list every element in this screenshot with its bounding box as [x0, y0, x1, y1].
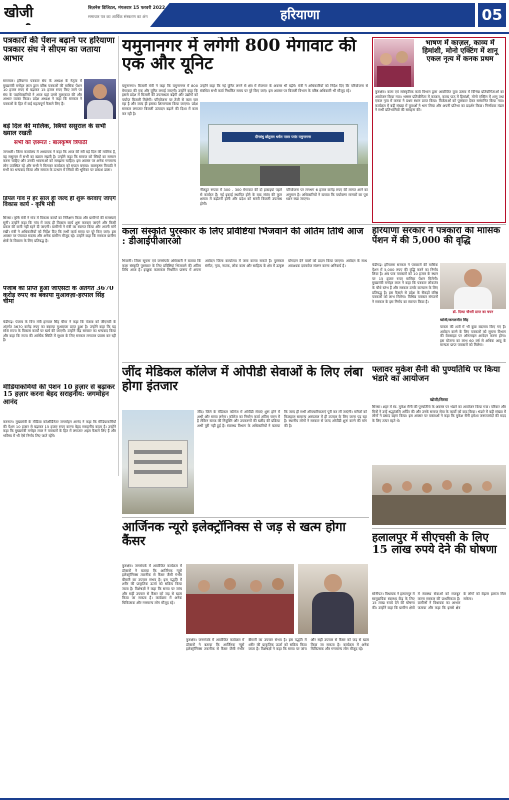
main-body-col2: उन्होंने कहा कि नई यूनिट लगने से क्षेत्र में रोजगार के अवसर भी बढ़ेंगे। मंत्री ने अधिकारियों को निर्देश दिए कि परियोजना से संबंधित सभी कार्य निर्धारित समय पर पूरे किए जाएं। इस अवसर पर बिजली विभाग के वरिष्ठ अधिकारी भी मौजूद रहे।	[200, 84, 368, 93]
power-plant-photo	[200, 102, 368, 186]
doctor-photo	[440, 263, 506, 309]
mid-body-pension: चंडीगढ़। हरियाणा सरकार ने पत्रकारों की मासिक पेंशन में 5,000 रुपए की वृद्धि करने का निर्णय लिया है। अब पात्र पत्रकारों को 10 हजार के स्थान पर 15 हजार रुपए मासिक पेंशन मिलेगी। मुख्यमंत्री मनोहर लाल ने कहा कि पत्रकार लोकतंत्र के चौथे स्तंभ हैं और सरकार उनके कल्याण के लिए प्रतिबद्ध है। इस फैसले से प्रदेश के सैकड़ों वरिष्ठ पत्रकारों को लाभ मिलेगा। विभिन्न पत्रकार संगठनों ने सरकार के इस निर्णय का स्वागत किया है।	[372, 263, 438, 304]
section-divider	[122, 362, 506, 363]
mid-headline-pension: हरियाणा सरकार ने पत्रकारों की मासिक पेंशन में की 5,000 की वृद्धि	[372, 227, 501, 246]
left-headline-punjab: पंजाब को प्राप्त हुआ जीएसटी के अंतर्गत 3670 करोड़ रुपए का बकाया मुआवज़ा-हरपाल सिंह चीमा	[3, 286, 114, 306]
left-headline-media: मीडियाकर्मियों की पेंशन 10 हज़ार से बढ़ाकर 15 हज़ार करना बेहद सराहनीय: जगमोहन आनंद	[3, 384, 115, 406]
page-number: 05	[478, 3, 506, 27]
section-divider	[372, 528, 506, 529]
chc-body: सोनीपत। विधायक ने हलालपुर में सामुदायिक स्वास्थ्य केंद्र के लिए 15 लाख रुपये देने की घोषणा की। उन्होंने कहा कि ग्रामीण क्षेत्रों में स्वास्थ्य सेवाओं को मजबूत करना सरकार की प्राथमिकता है। ग्रामीणों ने विधायक का आभार जताया और कहा कि इससे क्षेत्र के लोगों को बेहतर इलाज मिल सकेगा।	[372, 592, 506, 610]
chc-headline: हलालपुर में सीएचसी के लिए 15 लाख रुपये देने की घोषणा	[372, 531, 497, 557]
cancer-headline: आर्जिनक न्यूरो इलेक्ट्रॉनिक्स से जड़ से खत्म होगा कैंसर	[122, 520, 346, 548]
section-title: हरियाणा	[280, 8, 320, 23]
photo-caption: डॉ. दिव्या चौधरी प्राप्त का चयन	[452, 310, 494, 314]
bhandara-headline: फ्लावर मुकेश सैनी की पुण्यतिथि पर किया भंडारे का आयोजन	[372, 365, 501, 384]
main-body-col3: नीलहुट रूपया में 300 - 300 मेगावाट की दो इकाइयां पहले से कार्यरत हैं। नई इकाई स्थापित होने के बाद संयंत्र की कुल क्षमता में बढ़ोतरी होगी और प्रदेश को सस्ती बिजली उपलब्ध होगी।	[200, 188, 282, 206]
column-divider	[118, 36, 119, 476]
cancer-body-a: कुरुक्षेत्र। जनसंपर्क में आयोजित कार्यक्रम में डॉक्टरों ने बताया कि आर्जिनक न्यूरो इलेक्ट्रॉनिक्स तकनीक से कैंसर जैसी गंभीर बीमारी का उपचार संभव है। इस पद्धति में शरीर की प्राकृतिक ऊर्जा को सक्रिय किया जाता है। विशेषज्ञों ने कहा कि समय पर जांच और सही उपचार से कैंसर को जड़ से खत्म किया जा सकता है। कार्यक्रम में अनेक चिकित्सक और गणमान्य लोग मौजूद रहे।	[122, 564, 182, 605]
edition-info: बिज़नेस डिजिटल, मंगलवार 15 फरवरी 2022	[88, 6, 166, 11]
cancer-body-b: कुरुक्षेत्र। जनसंपर्क में आयोजित कार्यक्रम में डॉक्टरों ने बताया कि आर्जिनक न्यूरो इलेक्ट्रॉनिक्स तकनीक से कैंसर जैसी गंभीर बीमारी का उपचार संभव है। इस पद्धति में शरीर की प्राकृतिक ऊर्जा को सक्रिय किया जाता है। विशेषज्ञों ने कहा कि समय पर जांच और सही उपचार से कैंसर को जड़ से खत्म किया जा सकता है। कार्यक्रम में अनेक चिकित्सक और गणमान्य लोग मौजूद रहे।	[186, 638, 369, 652]
left-subhead: सभी को ज़रूरत : बालकृष्ण त्रिपाठी	[14, 140, 88, 146]
left-headline-women: बड़े दिल की मालिक, स्त्रियां ससुराल के सभी ख्याल रखती	[3, 123, 106, 137]
masthead	[0, 0, 509, 34]
mid-body-pension-2: पात्रता की शर्तों में भी कुछ बदलाव किए गए हैं। आवेदन करने के लिए पत्रकारों को सूचना विभाग की वेबसाइट पर ऑनलाइन आवेदन करना होगा। इस योजना का लाभ 60 वर्ष से अधिक आयु के मान्यता प्राप्त पत्रकारों को मिलेगा।	[440, 325, 506, 348]
medical-college-photo	[122, 410, 194, 514]
main-body-col4: परियोजना पर लगभग 6 हजार करोड़ रुपए की लागत आने का अनुमान है। अधिकारियों ने बताया कि पर्यावरण मानकों का पूरा ध्यान रखा जाएगा।	[286, 188, 368, 202]
article-body: समाचार। हरियाणा पत्रकार संघ के अध्यक्ष के नेतृत्व में मुख्यमंत्री मनोहर लाल द्वारा वरिष्ठ पत्रकारों की मासिक पेंशन 10 हजार रुपए से बढ़ाकर 15 हजार रुपए किए जाने पर संघ के पदाधिकारियों ने आज यहां उनसे मुलाकात की और आभार व्यक्त किया। प्रदेश अध्यक्ष ने कहा कि सरकार ने पत्रकारों के हित में कई महत्वपूर्ण फैसले लिए हैं।	[3, 79, 82, 106]
main-body-col1: यमुनानगर। बिजली मंत्री ने कहा कि यमुनानगर में 800 मेगावाट की एक और यूनिट लगाई जाएगी। उन्होंने कहा कि इससे प्रदेश में बिजली की उपलब्धता बढ़ेगी और उद्योगों को पर्याप्त बिजली मिलेगी। परियोजना पर तेजी से काम चल रहा है और जल्द ही इसका शिलान्यास किया जाएगा। प्रदेश सरकार लगातार बिजली उत्पादन बढ़ाने की दिशा में काम कर रही है।	[122, 84, 198, 116]
award-photo	[374, 39, 414, 87]
article-body: चंडीगढ़। पंजाब के वित्त मंत्री हरपाल सिंह चीमा ने कहा कि पंजाब को जीएसटी के अंतर्गत 3670 करोड़ रुपए का बकाया मुआवजा प्राप्त हुआ है। उन्होंने कहा कि यह राशि राज्य के विकास कार्यों पर खर्च की जाएगी। उन्होंने केंद्र सरकार का धन्यवाद किया और कहा कि राज्य की आर्थिक स्थिति में सुधार के लिए सरकार लगातार प्रयास कर रही है।	[3, 320, 116, 343]
article-body: करनाल। मुख्यमंत्री के मीडिया कोऑर्डिनेटर जगमोहन आनंद ने कहा कि मीडियाकर्मियों की पेंशन 10 हजार से बढ़ाकर 15 हजार रुपए करना बेहद सराहनीय कदम है। उन्होंने कहा कि मुख्यमंत्री मनोहर लाल ने पत्रकारों के हित में लगातार अहम फैसले लिए हैं और भविष्य में भी ऐसे निर्णय लिए जाते रहेंगे।	[3, 420, 116, 438]
mid-body-art: भिवानी। जिला सूचना एवं जनसंपर्क अधिकारी ने बताया कि कला संस्कृति पुरस्कार के लिए प्रविष्टियां भिजवाने की अंतिम तिथि आज है। इच्छुक कलाकार निर्धारित प्रारूप में अपना आवेदन जिला कार्यालय में जमा करवा सकते हैं। पुरस्कार संगीत, नृत्य, नाटक, लोक कला और साहित्य के क्षेत्र में उत्कृष्ट योगदान देने वालों को प्रदान किया जाएगा। आवेदन के साथ आवश्यक दस्तावेज संलग्न करना अनिवार्य है।	[122, 259, 367, 273]
jind-headline: जींद मेडिकल कॉलेज में ओपीडी सेवाओं के लिए लंबा होगा इंतजार	[122, 365, 363, 393]
right-box-headline: भाषण में काज़ल, काव्य में हिमांशी, मोनो एक्टिंग में शानू एकल नृत्य में कनक प्रथम	[422, 39, 498, 63]
mid-headline-art: कला संस्कृति पुरस्कार के लिए प्रविष्टियां भिजवाने की अंतिम तिथि आज : डीआईपीआरओ	[122, 227, 364, 248]
left-headline-pension: पत्रकारों की पेंशन बढ़ाने पर हरियाणा पत्रकार संघ ने सीएम का जताया आभार	[3, 36, 115, 64]
main-headline: यमुनानगर में लगेगी 800 मेगावाट की एक और यूनिट	[122, 37, 357, 75]
section-divider	[122, 517, 369, 518]
bhandara-photo	[372, 465, 506, 525]
byline: खोजी/कमलजीत सिंह	[440, 318, 469, 322]
right-box-body: कुरुक्षेत्र। कला एवं सांस्कृतिक कार्य विभाग द्वारा आयोजित युवा उत्सव में विभिन्न प्रतियोगिताओं का आयोजन किया गया। भाषण प्रतियोगिता में काजल, काव्य पाठ में हिमांशी, मोनो एक्टिंग में शानू तथा एकल नृत्य में कनक ने प्रथम स्थान प्राप्त किया। विजेताओं को पुरस्कार देकर सम्मानित किया गया। कार्यक्रम में बड़ी संख्या में युवाओं ने भाग लिया और अपनी प्रतिभा का प्रदर्शन किया। निर्णायक मंडल ने सभी प्रतिभागियों की सराहना की।	[375, 90, 504, 113]
event-photo	[186, 564, 294, 634]
speaker-photo	[298, 564, 368, 634]
left-headline-dimpal: डिंपल गांव में हर साल ही जल्द ही शुरू करवाए जाएंगे विकास कार्य - कृषि मंत्री	[3, 196, 116, 209]
bhandara-body: सिरसा। शहर में स्व. मुकेश सैनी की पुण्यतिथि के अवसर पर भंडारे का आयोजन किया गया। परिवार और मित्रों ने उन्हें श्रद्धांजलि अर्पित की और उनके समाज सेवा के कार्यों को याद किया। भंडारे में बड़ी संख्या में लोगों ने प्रसाद ग्रहण किया। इस अवसर पर वक्ताओं ने कहा कि मुकेश सैनी हमेशा जरूरतमंदों की मदद के लिए तत्पर रहते थे।	[372, 405, 506, 423]
person-photo	[84, 79, 116, 119]
section-divider	[122, 224, 506, 225]
plant-sign-text: दीनबंधु छोटूराम थर्मल पावर प्लांट यमुनानगर	[255, 135, 311, 139]
byline: खोजी/सिरसा	[430, 397, 448, 402]
article-body: जगाधरी। जिला कार्यालय में अध्यापक ने कहा कि आज की स्त्री बड़े दिल की मालिक है, वह ससुराल में सभी का ख्याल रखती है। उन्होंने कहा कि समाज को स्त्रियों का सम्मान करना चाहिए और उनकी भावनाओं को समझना चाहिए। इस अवसर पर अनेक गणमान्य लोग उपस्थित रहे और सभी ने मिलकर कार्यक्रम को सफल बनाया। बालकृष्ण त्रिपाठी ने सभी का धन्यवाद किया और समाज के उत्थान में स्त्रियों की भूमिका पर प्रकाश डाला।	[3, 150, 116, 173]
edition-sub: समाचार पत्र का आर्थिक संस्करण का अंग	[88, 14, 148, 19]
jind-body: जींद। जिले के मेडिकल कॉलेज में ओपीडी सेवाएं शुरू होने में अभी और समय लगेगा। कॉलेज का निर्माण कार्य अंतिम चरण में है लेकिन स्टाफ की नियुक्ति और उपकरणों की खरीद की प्रक्रिया अभी पूरी नहीं हुई है। स्वास्थ्य विभाग के अधिकारियों ने बताया कि जल्द ही सभी औपचारिकताएं पूरी कर ली जाएंगी। मरीजों को फिलहाल सामान्य अस्पताल में ही उपचार के लिए जाना पड़ रहा है। स्थानीय लोगों ने सरकार से जल्द ओपीडी शुरू करने की मांग की है।	[197, 410, 367, 428]
brand-name: खोजी	[4, 5, 34, 21]
article-body: सिरसा। कृषि मंत्री ने गांव में विकास कार्यों का निरीक्षण किया और ग्रामीणों की समस्याएं सुनीं। उन्होंने कहा कि गांव में जल्द ही विकास कार्य शुरू करवाए जाएंगे और किसी प्रकार की कमी नहीं रहने दी जाएगी। ग्रामीणों ने मंत्री का स्वागत किया और अपनी मांगें रखीं। मंत्री ने अधिकारियों को निर्देश दिए कि सभी कार्य समय पर पूरे किए जाएं। इस अवसर पर पंचायत सदस्य और अनेक ग्रामीण मौजूद रहे। उन्होंने कहा कि सरकार ग्रामीण क्षेत्रों के विकास के लिए प्रतिबद्ध है।	[3, 216, 116, 243]
